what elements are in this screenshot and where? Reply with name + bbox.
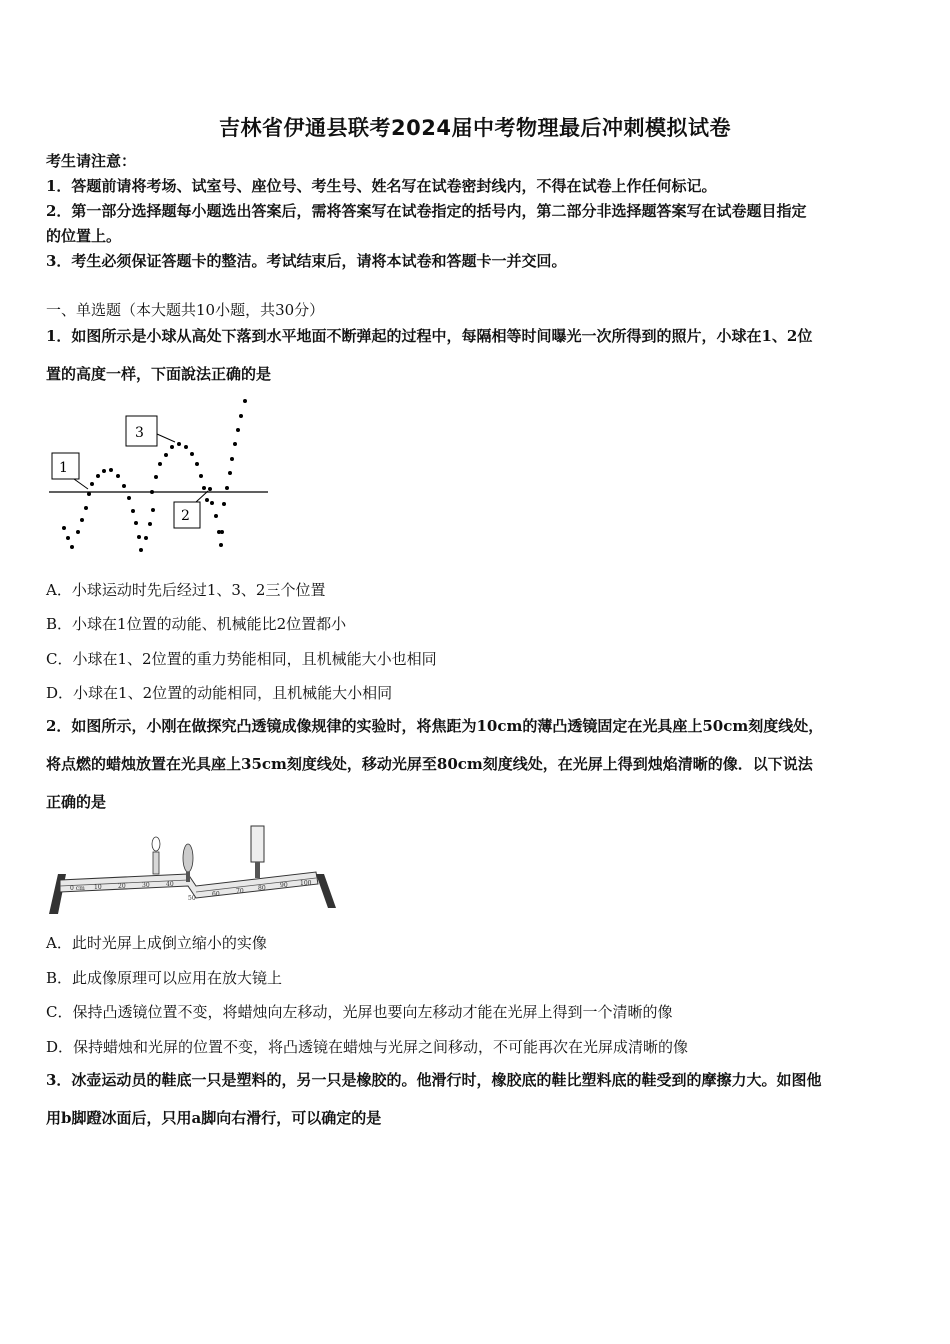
- ruler-tick: 80: [258, 885, 266, 892]
- q2-stem-line2: 将点燃的蜡烛放置在光具座上35cm刻度线处，移动光屏至80cm刻度线处，在光屏上得到烛焰清晰的像．以下说法: [46, 755, 813, 773]
- light-screen: [251, 826, 264, 878]
- ruler-tick: 30: [142, 882, 150, 889]
- q3-stem-line2: 用b脚蹬冰面后，只用a脚向右滑行，可以确定的是: [46, 1109, 382, 1127]
- ruler-tick: 20: [118, 883, 126, 890]
- label-3-callout: [126, 416, 175, 446]
- q1-option-a: A．小球运动时先后经过1、3、2三个位置: [46, 581, 326, 599]
- q2-option-b: B．此成像原理可以应用在放大镜上: [46, 969, 283, 987]
- label-1-callout: [52, 453, 88, 489]
- q2-stem-line1: 2．如图所示，小刚在做探究凸透镜成像规律的实验时，将焦距为10cm的薄凸透镜固定在光具座上50cm刻度线处，: [46, 717, 824, 735]
- ruler-tick: 50: [188, 895, 196, 902]
- label-2: 2: [181, 508, 190, 524]
- ruler-tick: 90: [280, 882, 288, 889]
- page-title: 吉林省伊通县联考2024届中考物理最后冲刺模拟试卷: [219, 116, 731, 140]
- label-2-callout: [174, 491, 208, 528]
- optical-bench-figure: [46, 822, 346, 918]
- q1-option-d: D．小球在1、2位置的动能相同，且机械能大小相同: [46, 684, 393, 702]
- q2-option-c: C．保持凸透镜位置不变，将蜡烛向左移动，光屏也要向左移动才能在光屏上得到一个清晰的像: [46, 1003, 673, 1021]
- ruler-tick: 60: [212, 891, 220, 898]
- q3-stem-line1: 3．冰壶运动员的鞋底一只是塑料的，另一只是橡胶的。他滑行时，橡胶底的鞋比塑料底的鞋受到的摩擦力大。如图他: [46, 1071, 822, 1089]
- q2-option-a: A．此时光屏上成倒立缩小的实像: [46, 934, 267, 952]
- ruler-tick: 70: [236, 888, 244, 895]
- notice-item: 2．第一部分选择题每小题选出答案后，需将答案写在试卷指定的括号内，第二部分非选择题答案写在试卷题目指定: [46, 202, 807, 220]
- bouncing-ball-figure: [46, 392, 276, 562]
- q1-option-b: B．小球在1位置的动能、机械能比2位置都小: [46, 615, 347, 633]
- ruler-tick: 100: [300, 880, 312, 887]
- q1-stem-line1: 1．如图所示是小球从高处下落到水平地面不断弹起的过程中，每隔相等时间曝光一次所得到的照片，小球在1、2位: [46, 327, 813, 345]
- ruler-tick: 40: [166, 881, 174, 888]
- q1-option-c: C．小球在1、2位置的重力势能相同，且机械能大小也相同: [46, 650, 437, 668]
- candle: [152, 837, 160, 874]
- q2-stem-line3: 正确的是: [46, 793, 107, 811]
- notice-item: 1．答题前请将考场、试室号、座位号、考生号、姓名写在试卷密封线内，不得在试卷上作任何标记。: [46, 177, 717, 195]
- notice-heading: 考生请注意：: [46, 152, 137, 170]
- notice-item: 3．考生必须保证答题卡的整洁。考试结束后，请将本试卷和答题卡一并交回。: [46, 252, 567, 270]
- q1-stem-line2: 置的高度一样，下面說法正确的是: [46, 365, 272, 383]
- ruler-tick: 0 cm: [70, 885, 85, 892]
- label-1: 1: [59, 460, 68, 476]
- q2-option-d: D．保持蜡烛和光屏的位置不变，将凸透镜在蜡烛与光屏之间移动，不可能再次在光屏成清晰的像: [46, 1038, 689, 1056]
- section-heading: 一、单选题（本大题共10小题，共30分）: [46, 301, 325, 319]
- ruler-tick: 10: [94, 884, 102, 891]
- label-3: 3: [135, 425, 144, 441]
- notice-item: 的位置上。: [46, 227, 122, 245]
